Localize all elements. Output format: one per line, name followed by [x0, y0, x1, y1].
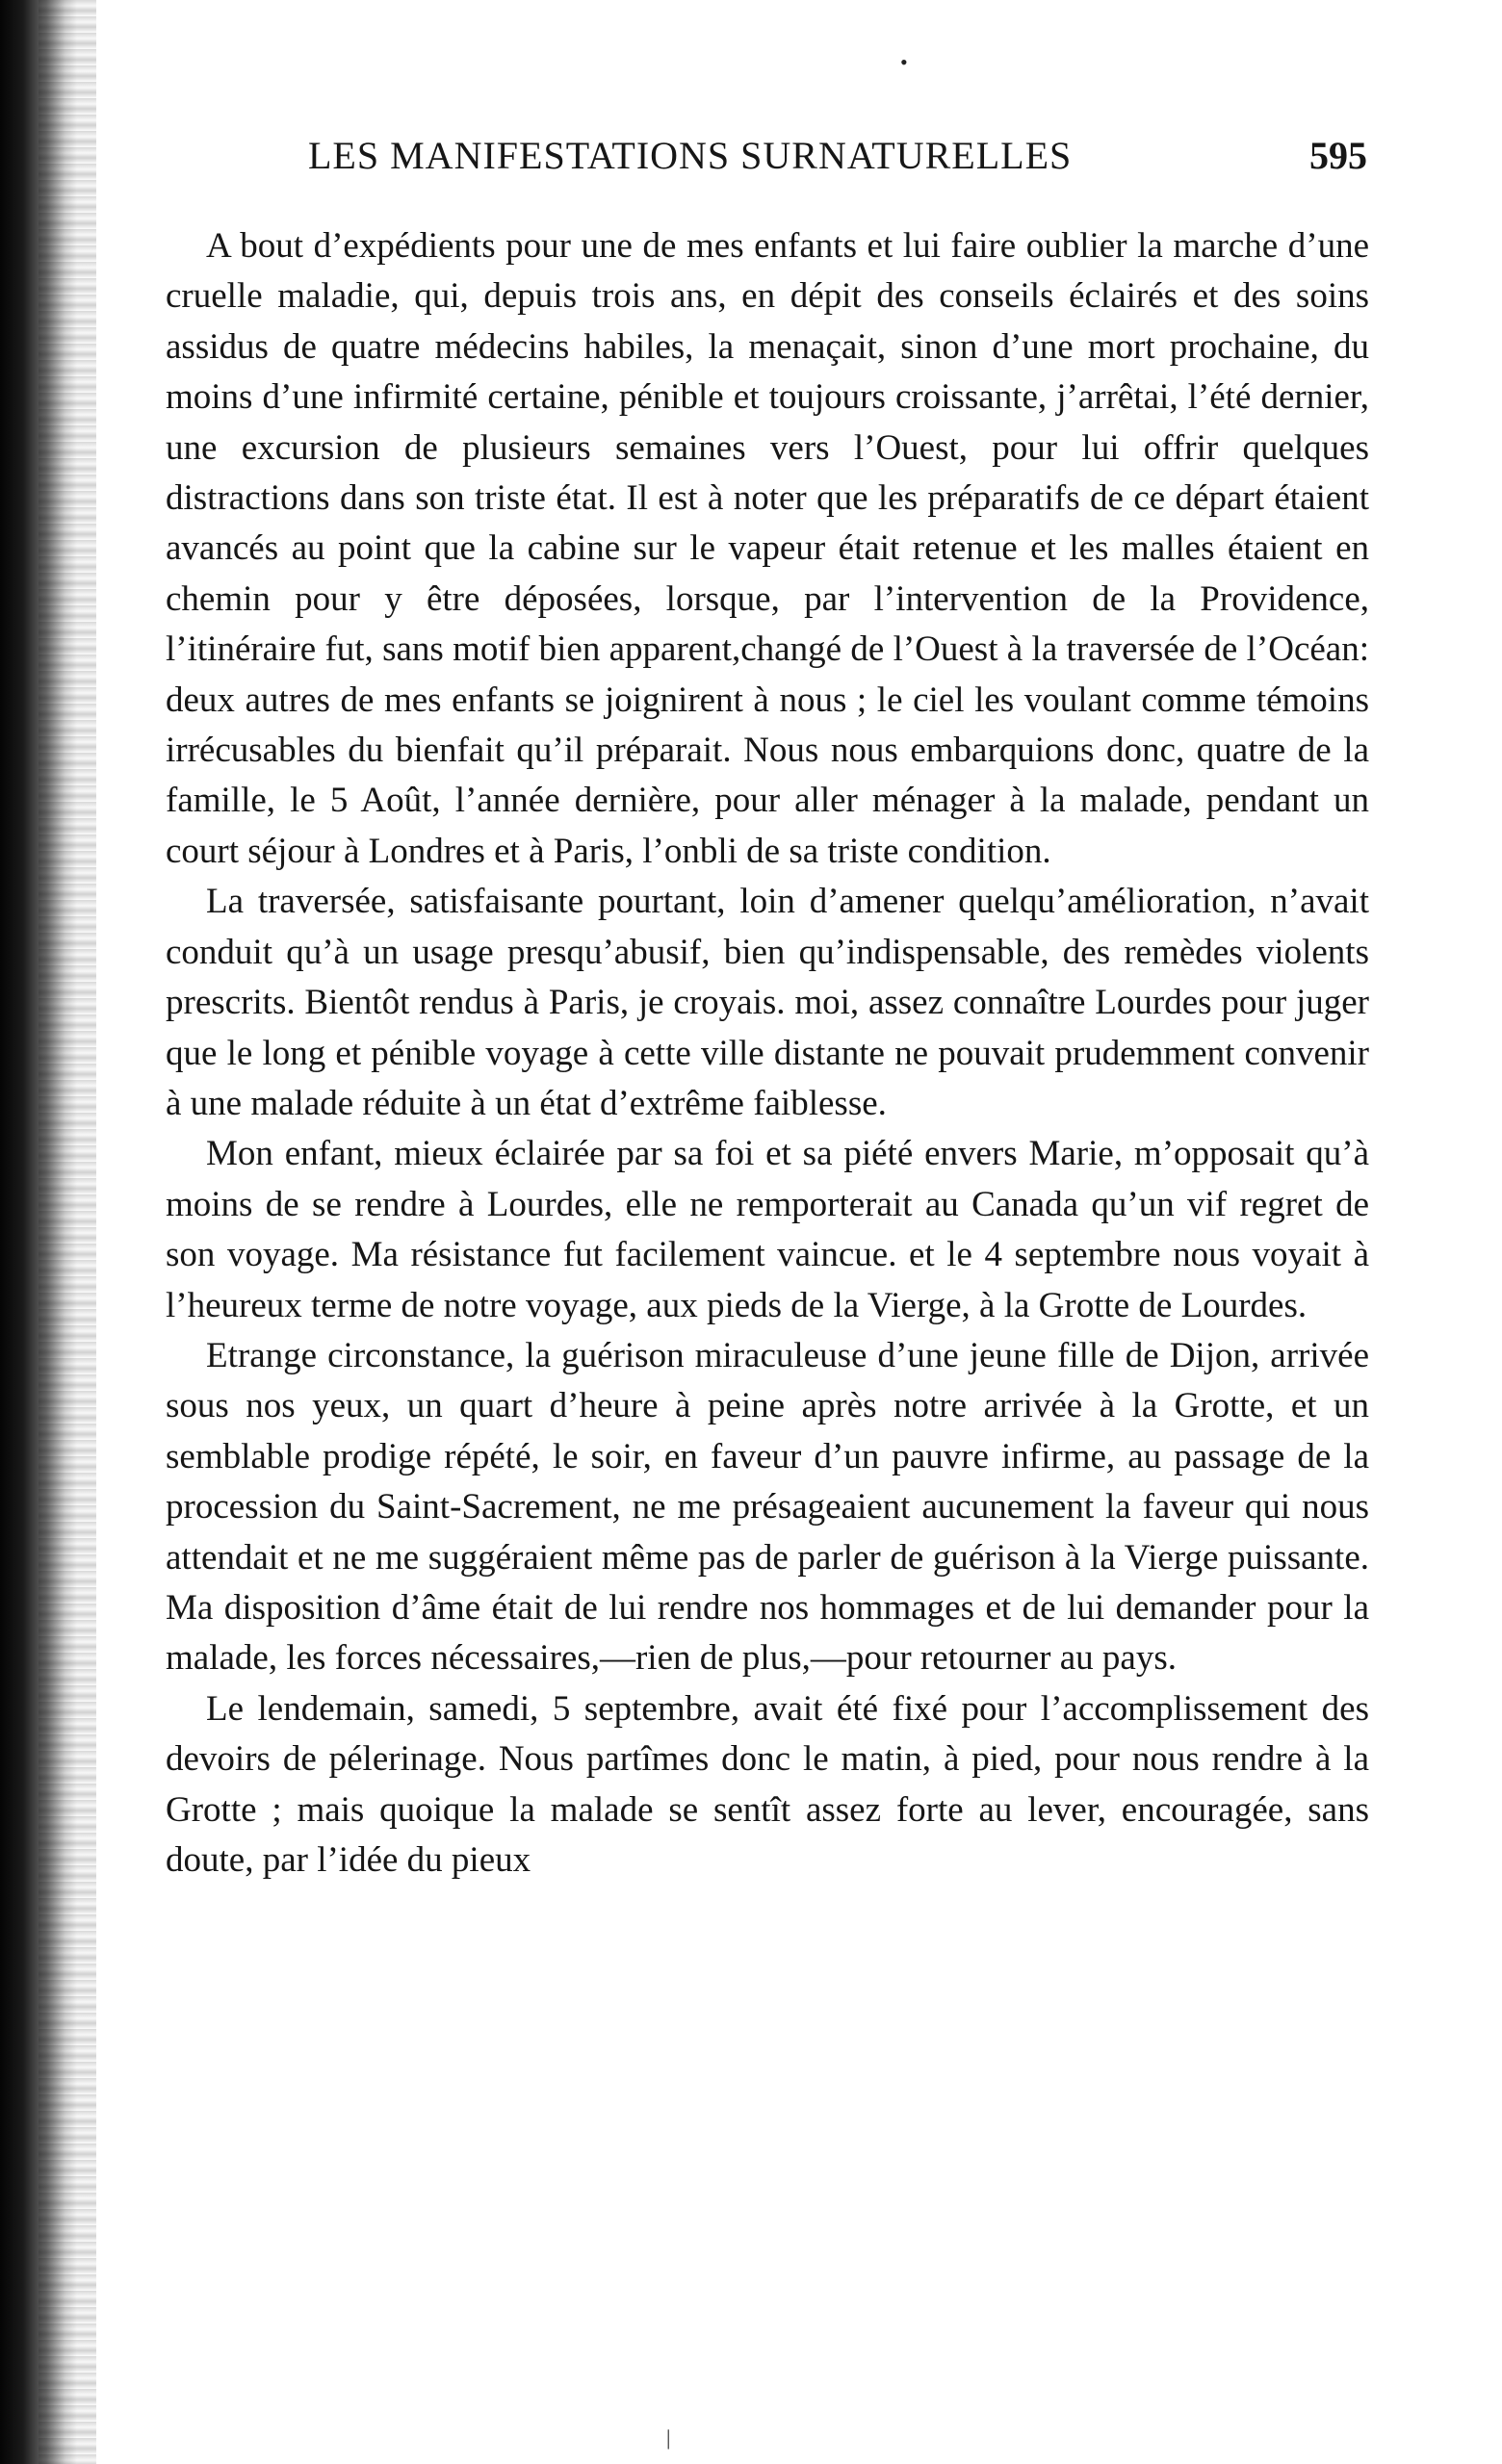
paragraph-3: Mon enfant, mieux éclairée par sa foi et sa piété envers Marie, m’opposait qu’à moins de se rendre à Lourdes, elle ne remporterait au Canada qu’un vif regret de son voyage. Ma résistance fut facilement vaincue. et le 4 septembre nous voyait à l’heureux terme de notre voyage, aux pieds de la Vierge, à la Grotte de Lourdes.: [166, 1134, 1369, 1325]
binding-speckle: [39, 0, 96, 2464]
body-text: [166, 221, 1369, 1886]
paragraph-1: A bout d’expédients pour une de mes enfants et lui faire oublier la marche d’une cruelle maladie, qui, depuis trois ans, en dépit des conseils éclairés et des soins assidus de quatre médecins habiles, la menaçait, sinon d’une mort prochaine, du moins d’une infirmité certaine, pénible et toujours croissante, j’arrêtai, l’été dernier, une excursion de plusieurs semaines vers l’Ouest, pour lui offrir quelques distractions dans son triste état. Il est à noter que les préparatifs de ce départ étaient avancés au point que la cabine sur le vapeur était retenue et les malles étaient en chemin pour y être déposées, lorsque, par l’intervention de la Providence, l’itinéraire fut, sans motif bien apparent,changé de l’Ouest à la traversée de l’Océan: deux autres de mes enfants se joignirent à nous ; le ciel les voulant comme témoins irrécusables du bienfait qu’il préparait. Nous nous embarquions donc, quatre de la famille, le 5 Août, l’année dernière, pour aller ménager à la malade, pendant un court séjour à Londres et à Paris, l’onbli de sa triste condition.: [166, 226, 1369, 871]
running-head: [308, 133, 1367, 187]
paragraph-5: Le lendemain, samedi, 5 septembre, avait été fixé pour l’accomplissement des devoirs de pélerinage. Nous partîmes donc le matin, à pied, pour nous rendre à la Grotte ; mais quoique la malade se sentît assez forte au lever, encouragée, sans doute, par l’idée du pieux: [166, 1688, 1369, 1880]
bottom-speck: |: [666, 2426, 671, 2450]
page-title: LES MANIFESTATIONS SURNATURELLES: [308, 134, 1073, 177]
top-speck: •: [900, 50, 908, 74]
paragraph-4: Etrange circonstance, la guérison miraculeuse d’une jeune fille de Dijon, arrivée sous nos yeux, un quart d’heure à peine après notre arrivée à la Grotte, et un semblable prodige répété, le soir, en faveur d’un pauvre infirme, au passage de la procession du Saint-Sacrement, ne me présageaient aucunement la faveur qui nous attendait et ne me suggéraient même pas de parler de guérison à la Vierge puissante. Ma disposition d’âme était de lui rendre nos hommages et de lui demander pour la malade, les forces nécessaires,—rien de plus,—pour retourner au pays.: [166, 1335, 1369, 1679]
paragraph-2: La traversée, satisfaisante pourtant, loin d’amener quelqu’amélioration, n’avait conduit qu’à un usage presqu’abusif, bien qu’indispensable, des remèdes violents prescrits. Bientôt rendus à Paris, je croyais. moi, assez connaître Lourdes pour juger que le long et pénible voyage à cette ville distante ne pouvait prudemment convenir à une malade réduite à un état d’extrême faiblesse.: [166, 882, 1369, 1123]
page-number: 595: [1309, 134, 1367, 177]
